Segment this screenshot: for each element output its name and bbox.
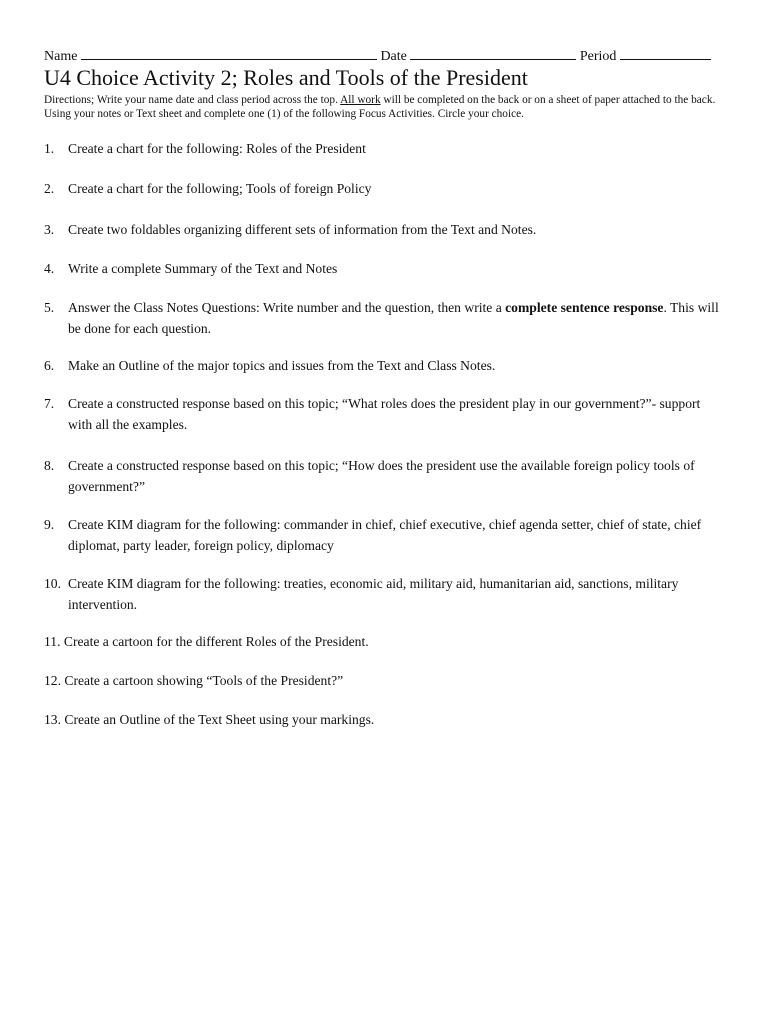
- name-blank: [81, 46, 377, 60]
- activity-text: Write a complete Summary of the Text and Notes: [68, 261, 338, 276]
- activity-text: Create a chart for the following: Roles of the President: [68, 141, 366, 156]
- activity-item-7: [44, 393, 724, 435]
- activity-text-after: . This will be done for each question.: [68, 300, 719, 336]
- activity-item-9: [44, 514, 724, 556]
- activity-item-1: [44, 138, 724, 159]
- activity-text: [68, 297, 724, 339]
- date-blank: [410, 46, 576, 60]
- activity-text-bold: complete sentence response: [505, 300, 664, 315]
- activity-text-body: Create a cartoon showing “Tools of the President?”: [64, 673, 344, 688]
- activity-item-11: [44, 631, 724, 652]
- activity-text: Make an Outline of the major topics and issues from the Text and Class Notes.: [68, 358, 496, 373]
- activity-number: 12.: [44, 673, 61, 688]
- activity-number: 3.: [44, 222, 55, 237]
- activity-text: Create KIM diagram for the following: commander in chief, chief executive, chief agenda setter, chief of state, chief diplomat, party leader, foreign policy, diplomacy: [68, 517, 702, 553]
- directions-underlined: All work: [340, 94, 381, 106]
- activity-text-before: Answer the Class Notes Questions: Write number and the question, then write a: [68, 300, 506, 315]
- activity-item-2: [44, 178, 724, 199]
- activity-text: Create a chart for the following; Tools of foreign Policy: [68, 181, 372, 196]
- activity-number: 11.: [44, 634, 61, 649]
- directions-part1: Directions; Write your name date and class period across the top.: [44, 94, 341, 106]
- page-title: U4 Choice Activity 2; Roles and Tools of the President: [44, 65, 528, 90]
- activity-number: 9.: [44, 517, 55, 532]
- activity-item-3: [44, 219, 724, 240]
- activity-item-5: [44, 297, 724, 339]
- period-label: Period: [579, 49, 617, 64]
- header-fields: [44, 46, 724, 66]
- activity-number: 2.: [44, 181, 55, 196]
- activity-number: 4.: [44, 261, 55, 276]
- activity-number: 6.: [44, 358, 55, 373]
- activity-text-body: Create a cartoon for the different Roles of the President.: [63, 634, 369, 649]
- activity-number: 1.: [44, 141, 55, 156]
- directions: [44, 93, 734, 121]
- period-blank: [620, 46, 711, 60]
- activity-item-12: [44, 670, 724, 691]
- activity-item-10: [44, 573, 724, 615]
- activity-item-6: [44, 355, 724, 376]
- activity-text-body: Create an Outline of the Text Sheet using your markings.: [64, 712, 375, 727]
- activity-text: Create a constructed response based on this topic; “What roles does the president play in our government?”- support with all the examples.: [68, 396, 701, 432]
- directions-part2: will be completed on the back or on a sheet of paper attached to the back. Using your notes or Text sheet and complete one (1) of the following Focus Activities. Circle your choice.: [44, 94, 716, 120]
- activity-text: [44, 709, 724, 730]
- activity-number: 8.: [44, 458, 55, 473]
- activity-number: 13.: [44, 712, 61, 727]
- activity-text: [44, 631, 724, 652]
- activity-item-8: [44, 455, 724, 497]
- activity-item-4: [44, 258, 724, 279]
- activity-number: 10.: [44, 576, 61, 591]
- activity-number: 7.: [44, 396, 55, 411]
- date-label: Date: [380, 49, 407, 64]
- activity-item-13: [44, 709, 724, 730]
- activity-number: 5.: [44, 300, 55, 315]
- activity-text: [44, 670, 724, 691]
- activity-text: Create two foldables organizing different sets of information from the Text and Notes.: [68, 222, 537, 237]
- activity-text: Create a constructed response based on this topic; “How does the president use the available foreign policy tools of government?”: [68, 458, 695, 494]
- name-label: Name: [44, 49, 78, 64]
- activity-text: Create KIM diagram for the following: treaties, economic aid, military aid, humanitarian aid, sanctions, military intervention.: [68, 576, 679, 612]
